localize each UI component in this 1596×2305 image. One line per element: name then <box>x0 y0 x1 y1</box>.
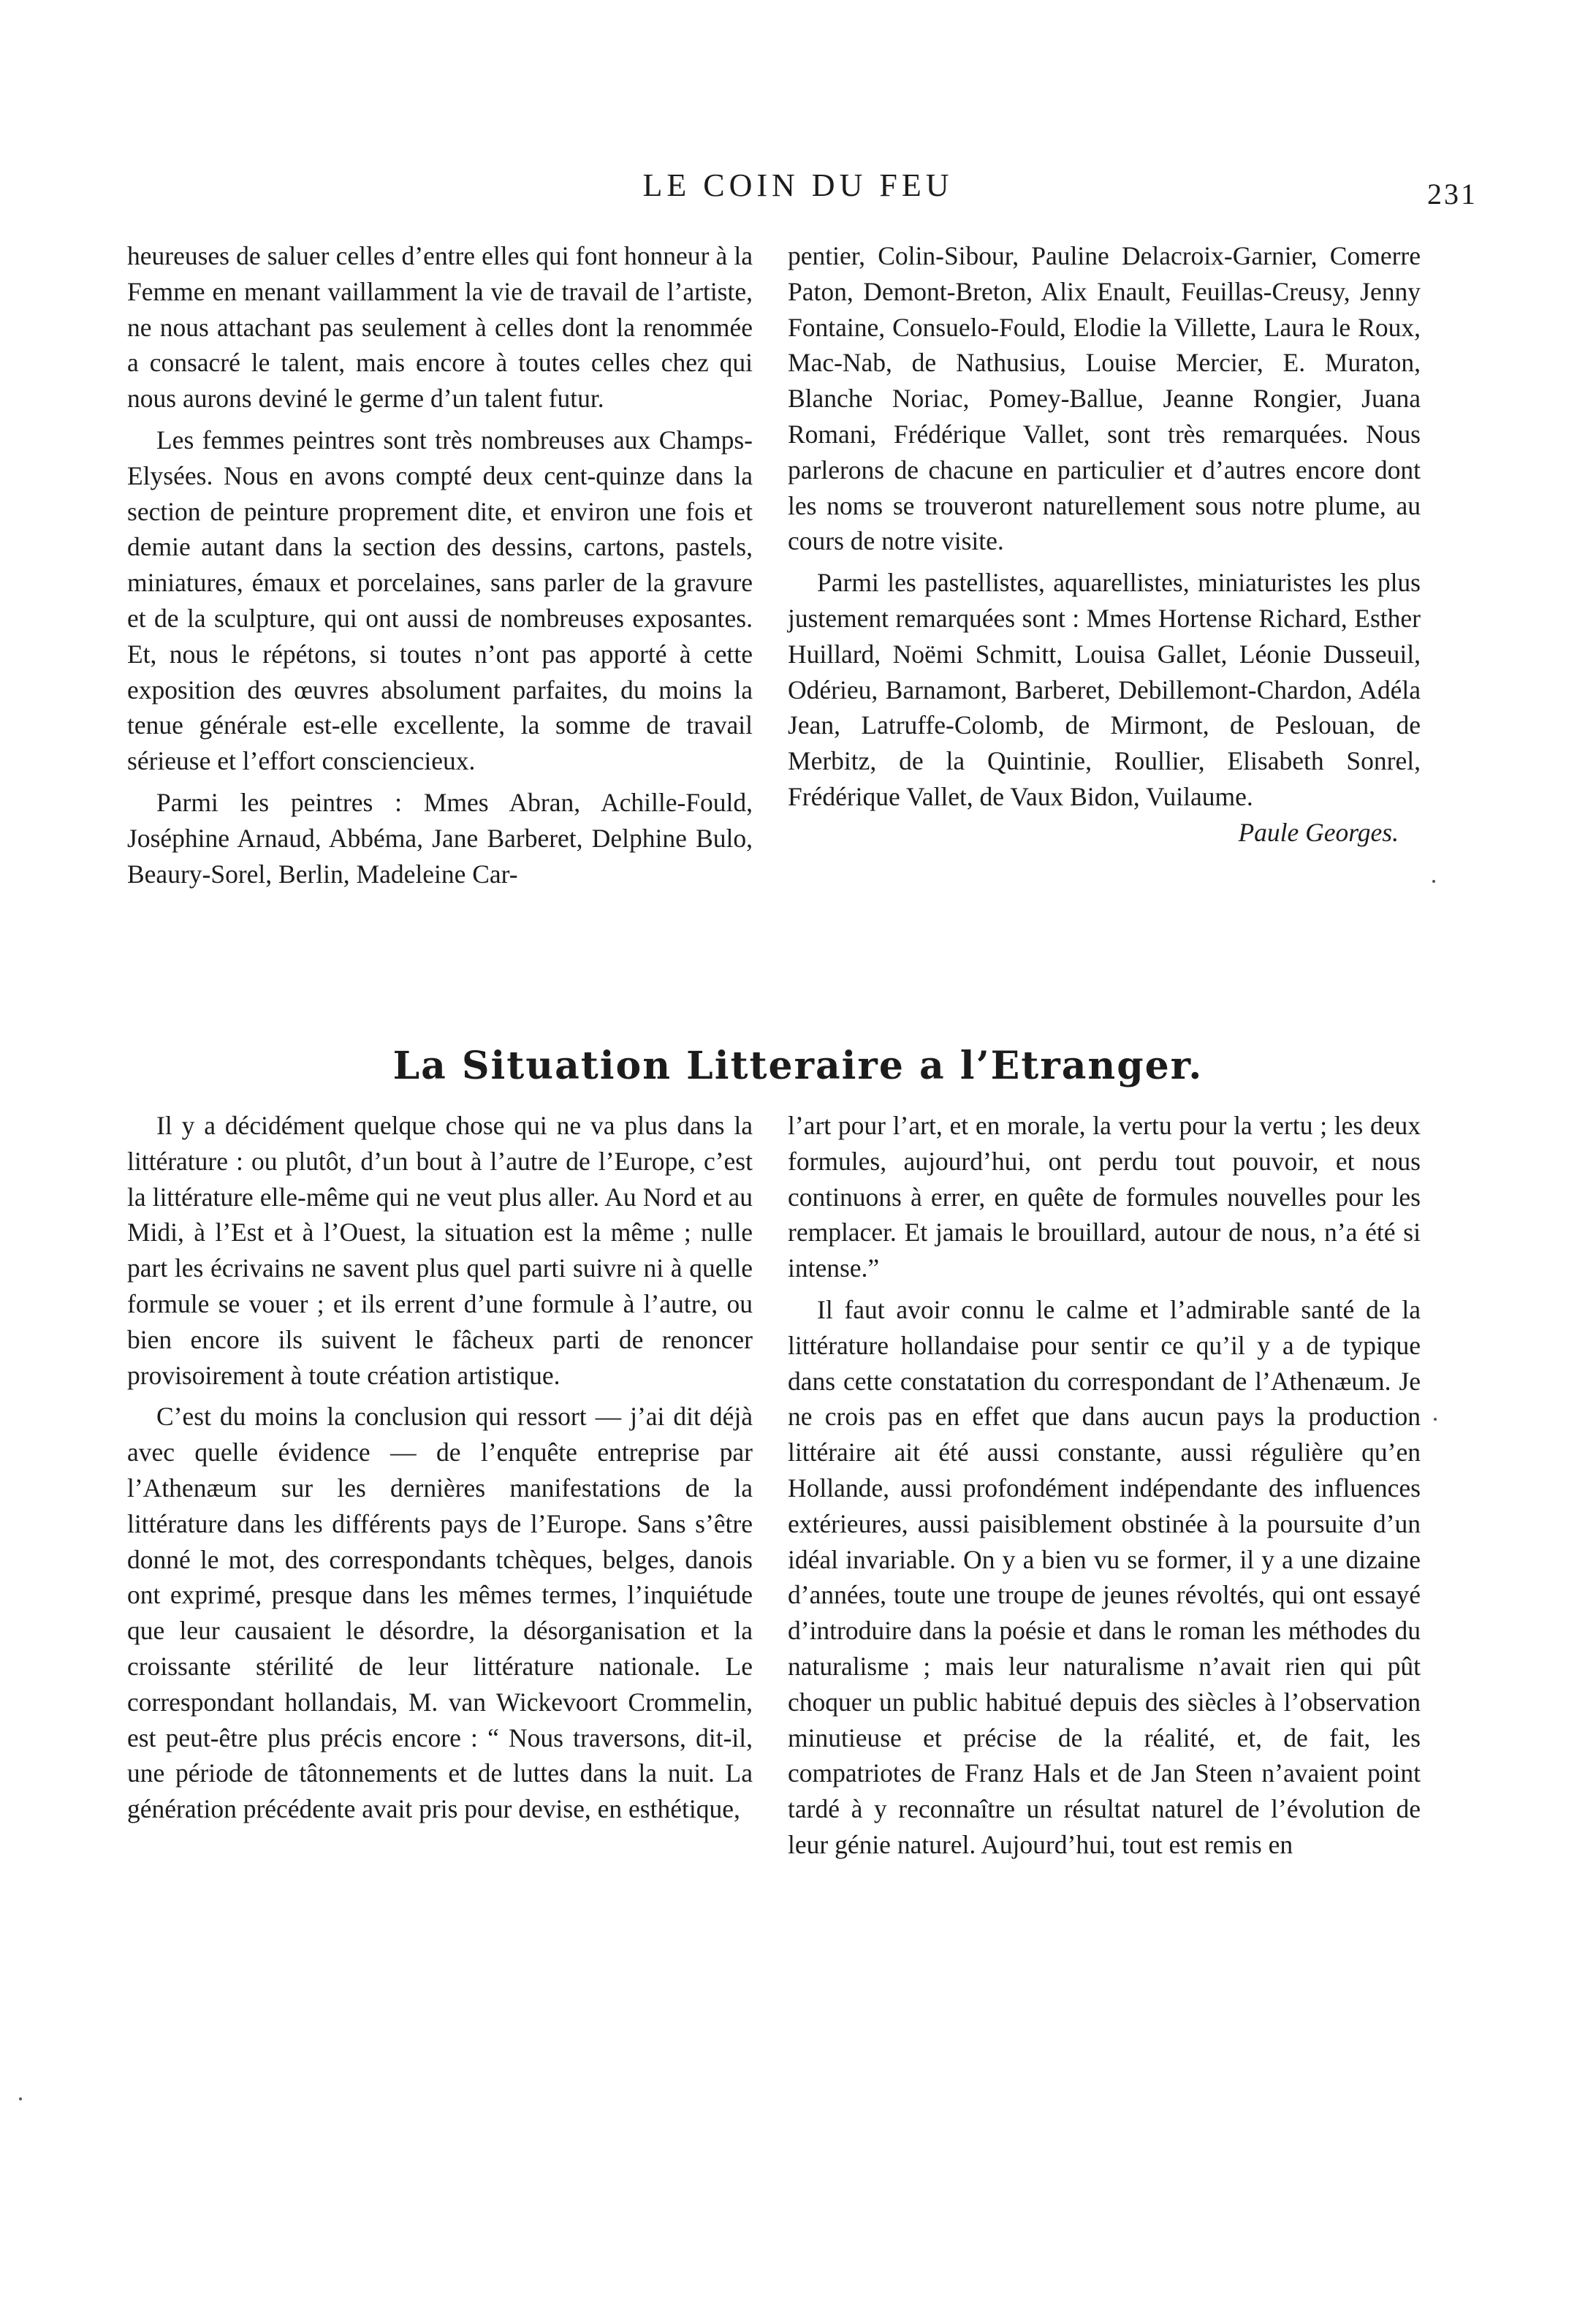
print-speck <box>1432 880 1435 883</box>
bottom-right-column <box>788 1108 1421 1863</box>
author-signature: Paule Georges. <box>1238 817 1399 847</box>
paragraph: Les femmes peintres sont très nombreuses aux Champs-Elysées. Nous en avons compté deux cent-quinze dans la section de peinture proprement dite, et environ une fois et demie autant dans la section des dessins, cartons, pastels, miniatures, émaux et porcelaines, sans parler de la gravure et de la sculpture, qui ont aussi de nombreuses exposantes. Et, nous le répétons, si toutes n’ont pas apporté à cette exposition des œuvres absolument parfaites, du moins la tenue générale est-elle excellente, la somme de travail sérieuse et l’effort consciencieux. <box>127 425 753 776</box>
print-speck <box>1434 1418 1437 1421</box>
article-title: La Situation Litteraire a l’Etranger. <box>392 1044 1204 1088</box>
paragraph: heureuses de saluer celles d’entre elles qui font honneur à la Femme en menant vaillamment la vie de travail de l’artiste, ne nous attachant pas seulement à celles dont la renommée a consacré le talent, mais encore à toutes celles chez qui nous aurons deviné le germe d’un talent futur. <box>127 241 753 414</box>
paragraph: Il y a décidément quelque chose qui ne va plus dans la littérature : ou plutôt, d’un bout à l’autre de l’Europe, c’est la littérature elle-même qui ne veut plus aller. Au Nord et au Midi, à l’Est et à l’Ouest, la situation est la même ; nulle part les écrivains ne savent plus quel parti suivre ni à quelle formule se vouer ; et ils errent d’une formule à l’autre, ou bien encore ils suivent le fâcheux parti de renoncer provisoirement à toute création artistique. <box>127 1111 753 1390</box>
paragraph: Parmi les pastellistes, aquarellistes, miniaturistes les plus justement remarquées sont : Mmes Hortense Richard, Esther Huillard, Noëmi Schmitt, Louisa Gallet, Léonie Dusseuil, Odérieu, Barnamont, Barberet, Debillemont-Chardon, Adéla Jean, Latruffe-Colomb, de Mirmont, de Peslouan, de Merbitz, de la Quintinie, Roullier, Elisabeth Sonrel, Frédérique Vallet, de Vaux Bidon, Vuilaume. <box>788 568 1421 811</box>
top-right-column <box>788 238 1421 851</box>
paragraph: Parmi les peintres : Mmes Abran, Achille-Fould, Joséphine Arnaud, Abbéma, Jane Barberet, Delphine Bulo, Beaury-Sorel, Berlin, Madeleine Car- <box>127 787 753 889</box>
bottom-left-column <box>127 1108 753 1827</box>
paragraph: Il faut avoir connu le calme et l’admirable santé de la littérature hollandaise pour sentir ce qu’il y a de typique dans cette constatation du correspondant de l’Athenæum. Je ne crois pas en effet que dans aucun pays la production littéraire ait été aussi constante, aussi régulière qu’en Hollande, aussi profondément indépendante des influences extérieures, aussi paisiblement obstinée à la poursuite d’un idéal invariable. On y a bien vu se former, il y a une dizaine d’années, toute une troupe de jeunes révoltés, qui ont essayé d’introduire dans la poésie et dans le roman les méthodes du naturalisme ; mais leur naturalisme n’avait rien qui pût choquer un public habitué depuis des siècles à l’observation minutieuse et précise de la réalité, et, de fait, les compatriotes de Franz Hals et de Jan Steen n’avaient point tardé à y reconnaître un résultat naturel de l’évolution de leur génie naturel. Aujourd’hui, tout est remis en <box>788 1294 1421 1859</box>
paragraph: l’art pour l’art, et en morale, la vertu pour la vertu ; les deux formules, aujourd’hui, ont perdu tout pouvoir, et nous continuons à errer, en quête de formules nouvelles pour les remplacer. Et jamais le brouillard, autour de nous, n’a été si intense.” <box>788 1111 1421 1283</box>
paragraph: C’est du moins la conclusion qui ressort — j’ai dit déjà avec quelle évidence — de l’enquête entreprise par l’Athenæum sur les dernières manifestations de la littérature dans les différents pays de l’Europe. Sans s’être donné le mot, des correspondants tchèques, belges, danois ont exprimé, presque dans les mêmes termes, l’inquiétude que leur causaient le désordre, la désorganisation et la croissante stérilité de leur littérature nationale. Le correspondant hollandais, M. van Wickevoort Crommelin, est peut-être plus précis encore : “ Nous traversons, dit-il, une période de tâtonnements et de luttes dans la nuit. La génération précédente avait pris pour devise, en esthétique, <box>127 1402 753 1824</box>
print-speck <box>19 2097 22 2100</box>
top-left-column <box>127 238 753 892</box>
running-header: LE COIN DU FEU <box>642 167 954 203</box>
page-number: 231 <box>1427 178 1478 210</box>
paragraph: pentier, Colin-Sibour, Pauline Delacroix-Garnier, Comerre Paton, Demont-Breton, Alix Enault, Feuillas-Creusy, Jenny Fontaine, Consuelo-Fould, Elodie la Villette, Laura le Roux, Mac-Nab, de Nathusius, Louise Mercier, E. Muraton, Blanche Noriac, Pomey-Ballue, Jeanne Rongier, Juana Romani, Frédérique Vallet, sont très remarquées. Nous parlerons de chacune en particulier et d’autres encore dont les noms se trouveront naturellement sous notre plume, au cours de notre visite. <box>788 241 1421 556</box>
